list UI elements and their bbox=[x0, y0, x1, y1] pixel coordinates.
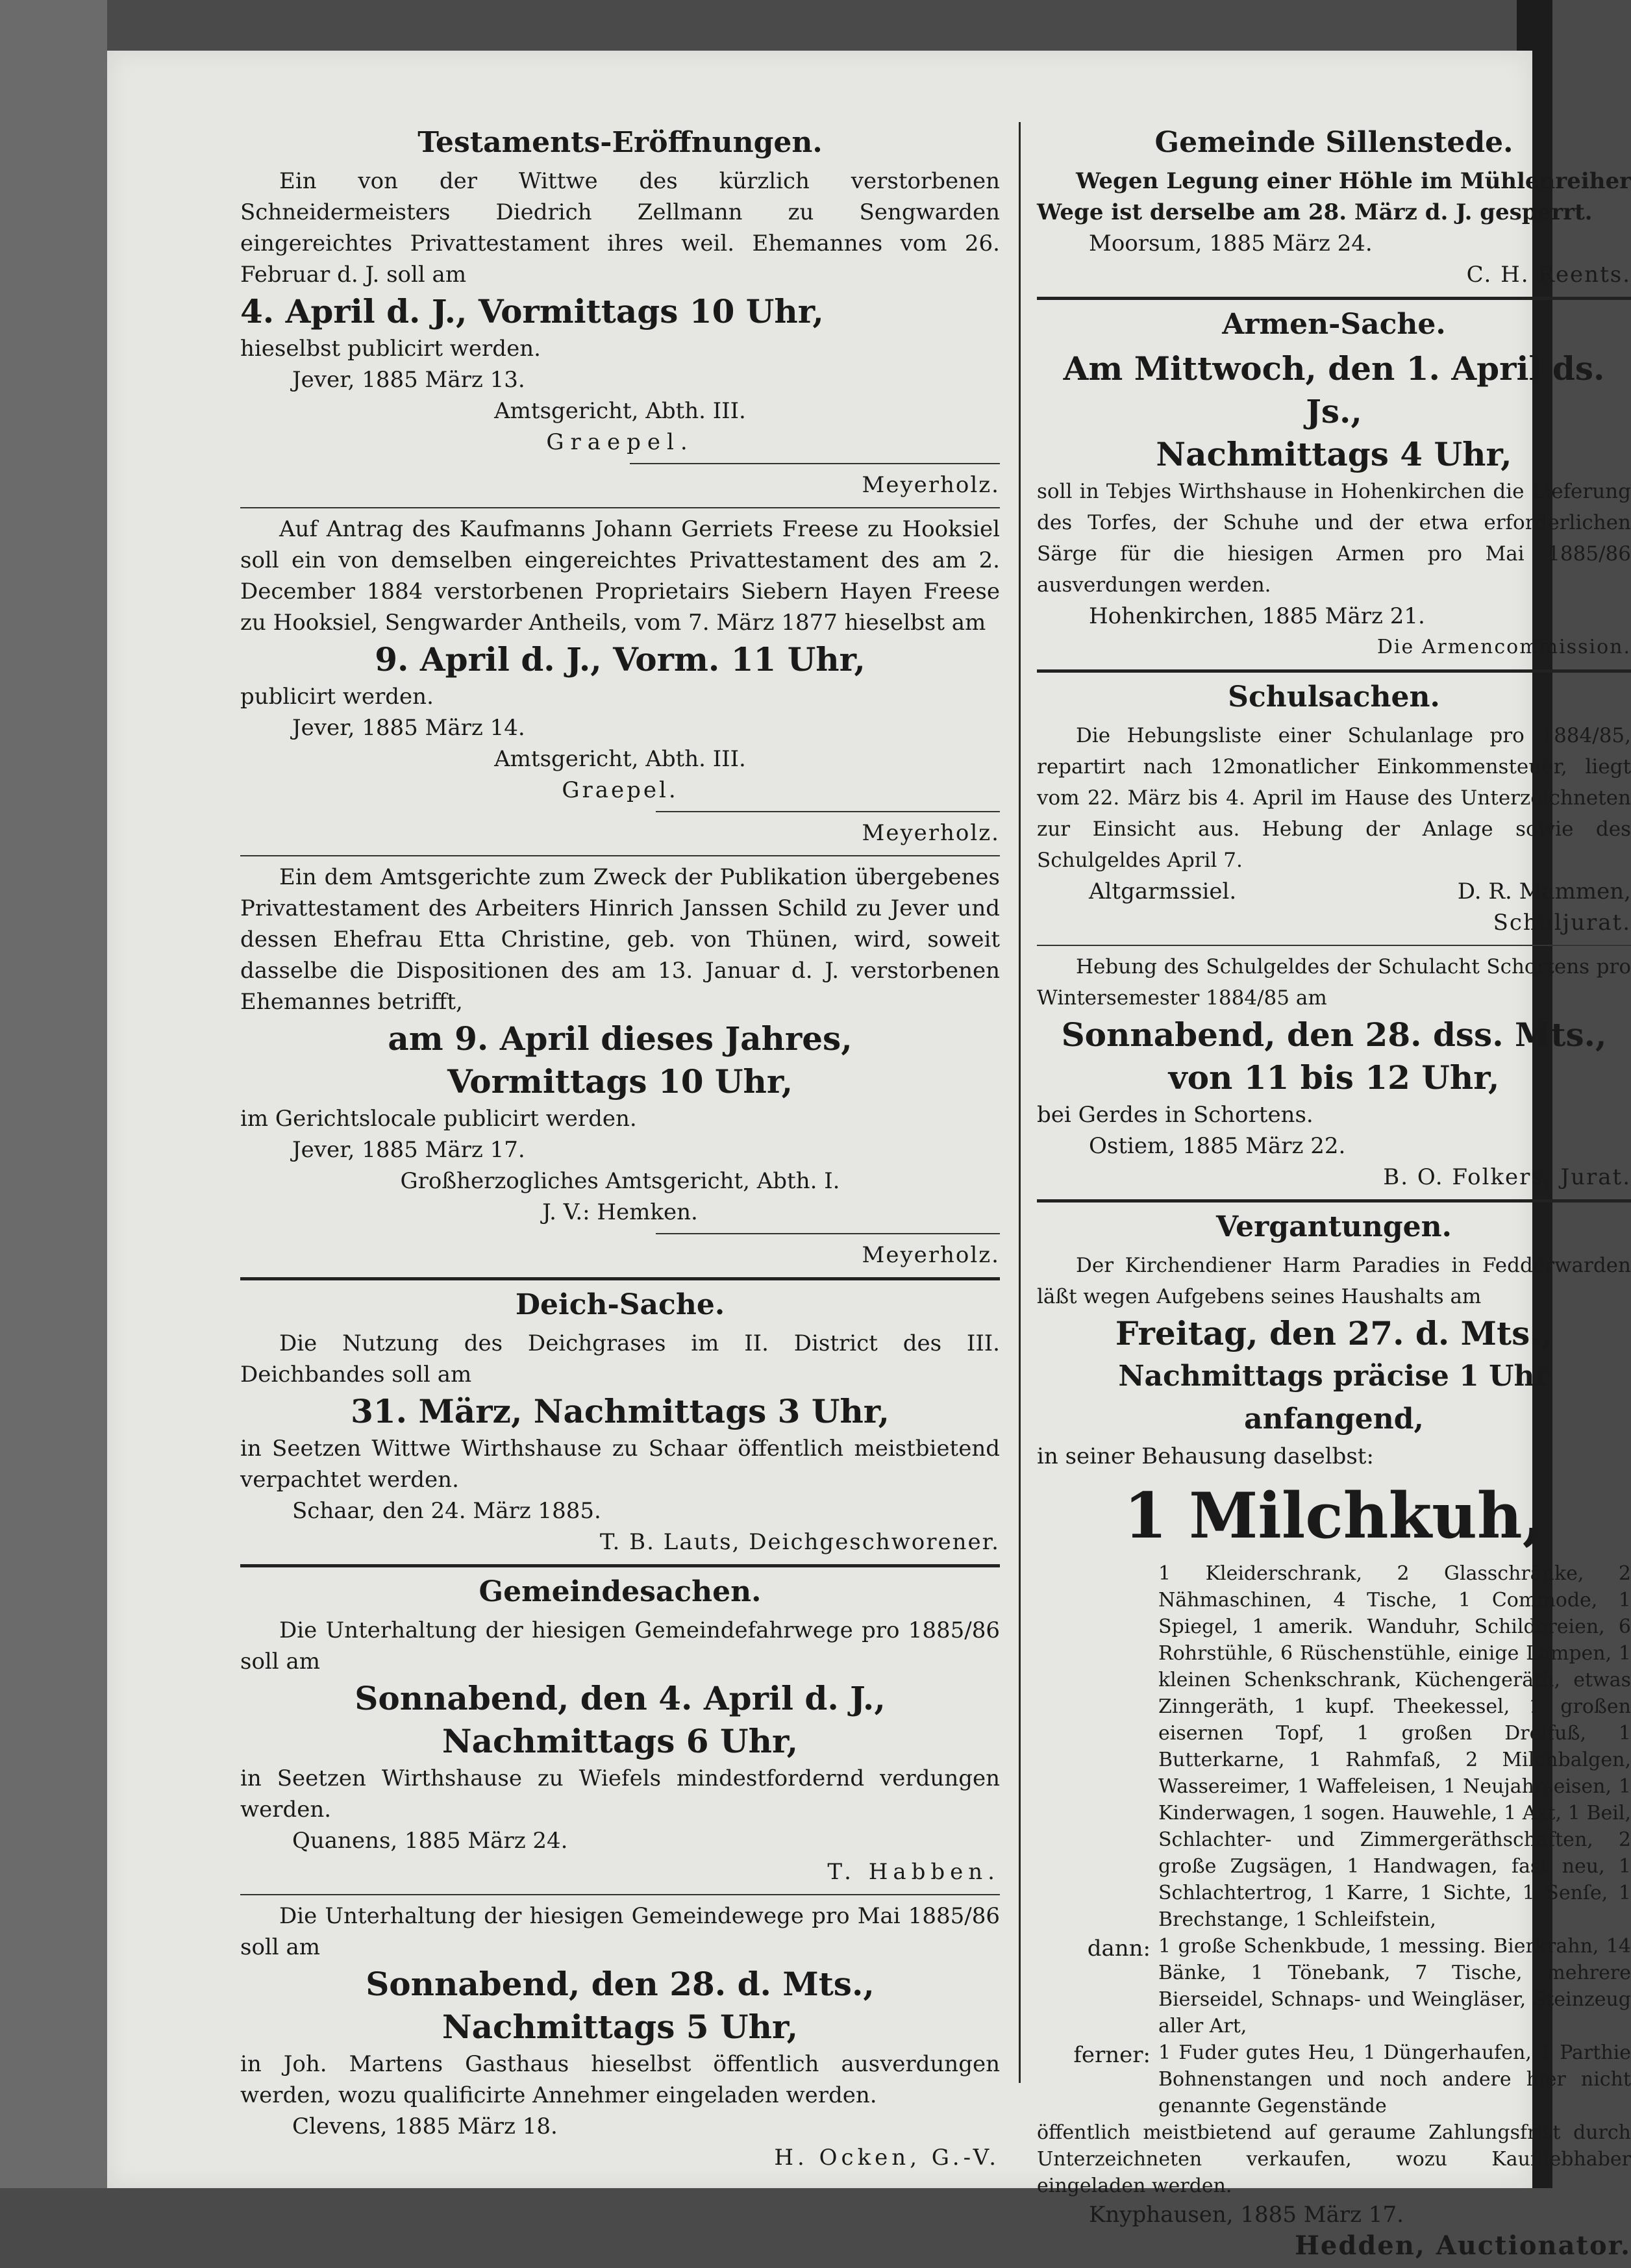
notice-judge: Graepel. bbox=[546, 429, 694, 455]
divider-line bbox=[240, 855, 1000, 856]
notice-date: 9. April d. J., Vorm. 11 Uhr, bbox=[375, 640, 865, 679]
notice-signature: T. B. Lauts, Deichgeschworener. bbox=[599, 1529, 1000, 1555]
notice-clerk: Meyerholz. bbox=[862, 1242, 1000, 1268]
notice-signature: C. H. Reents. bbox=[1466, 262, 1631, 288]
notice-publication: publicirt werden. bbox=[240, 684, 434, 710]
section-divider bbox=[1037, 297, 1631, 300]
notice-publication: hieselbst publicirt werden. bbox=[240, 336, 541, 362]
notice-body-2: in Seetzen Wirthshause zu Wiefels mindestfordernd verdungen werden. bbox=[240, 1765, 1000, 1823]
notice-vergantungen bbox=[1037, 1210, 1631, 2262]
notice-date: Sonnabend, den 28. dss. Mts., bbox=[1061, 1016, 1607, 1054]
notice-time: Vormittags 10 Uhr, bbox=[447, 1062, 793, 1101]
notice-time: Nachmittags präcise 1 Uhr anfangend, bbox=[1118, 1360, 1550, 1436]
notice-testament-freese bbox=[240, 514, 1000, 849]
section-divider bbox=[240, 1277, 1000, 1280]
notice-signature: D. R. Mammen, bbox=[1457, 879, 1631, 904]
section-title-vergantungen: Vergantungen. bbox=[1216, 1210, 1452, 1243]
section-divider bbox=[1037, 1199, 1631, 1203]
notice-body: Ein dem Amtsgerichte zum Zweck der Publikation übergebenes Privattestament des Arbeiters Hinrich Janssen Schild zu Jever und dessen Ehefrau Etta Christine, geb. von Thünen, wird, soweit dasselbe die Dispositionen des am 13. Januar d. J. verstorbenen Ehemannes betrifft, bbox=[240, 864, 1000, 1015]
section-title-sillenstede: Gemeinde Sillenstede. bbox=[1154, 126, 1513, 159]
notice-place-date: Jever, 1885 März 17. bbox=[292, 1137, 525, 1163]
notice-body: soll in Tebjes Wirthshause in Hohenkirchen die Lieferung des Torfes, der Schuhe und der etwa erforderlichen Särge für die hiesigen Armen pro Mai 1885/86 ausverdungen werden. bbox=[1037, 480, 1631, 597]
auction-items-ferner bbox=[1037, 2039, 1631, 2119]
notice-time: Nachmittags 4 Uhr, bbox=[1156, 435, 1512, 473]
section-title-schulsachen: Schulsachen. bbox=[1228, 680, 1440, 714]
auction-items-dann bbox=[1037, 1933, 1631, 2039]
notice-place-date: Knyphausen, 1885 März 17. bbox=[1089, 2202, 1404, 2228]
notice-court: Großherzogliches Amtsgericht, Abth. I. bbox=[400, 1168, 840, 1194]
items-label-empty bbox=[1037, 1560, 1158, 1933]
notice-clerk: Meyerholz. bbox=[862, 472, 1000, 498]
notice-body: Wegen Legung einer Höhle im Mühlenreiher Wege ist derselbe am 28. März d. J. gesperrt. bbox=[1037, 168, 1631, 225]
notice-place: Altgarmssiel. bbox=[1089, 879, 1237, 904]
notice-body: Die Unterhaltung der hiesigen Gemeindefahrwege pro 1885/86 soll am bbox=[240, 1617, 1000, 1675]
notice-armen-sache bbox=[1037, 308, 1631, 663]
notice-judge: J. V.: Hemken. bbox=[542, 1199, 698, 1225]
notice-body-2: bei Gerdes in Schortens. bbox=[1037, 1102, 1314, 1128]
notice-date: Freitag, den 27. d. Mts., bbox=[1115, 1314, 1553, 1352]
notice-body-2: in Joh. Martens Gasthaus hieselbst öffentlich ausverdungen werden, wozu qualificirte Annehmer eingeladen werden. bbox=[240, 2051, 1000, 2108]
notice-deich-sache bbox=[240, 1288, 1000, 1558]
auction-items-text: 1 Kleiderschrank, 2 Glasschränke, 2 Nähmaschinen, 4 Tische, 1 Commode, 1 Spiegel, 1 amerik. Wanduhr, Schildereien, 6 Rohrstühle, 6 Rüschenstühle, einige Lampen, 1 kleinen Schenkschrank, Küchengeräth, etwas Zinngeräth, 1 kupf. Theekessel, 1 großen eisernen Topf, 1 großen Dreifuß, 1 Butterkarne, 1 Rahmfaß, 2 Milchbalgen, Wassereimer, 1 Waffeleisen, 1 Neujahrseisen, 1 Kinderwagen, 1 sogen. Hauwehle, 1 Axt, 1 Beil, Schlachter- und Zimmergeräthschaften, 2 große Zugsägen, 1 Handwagen, fast neu, 1 Schlachtertrog, 1 Karre, 1 Sichte, 1 Senſe, 1 Brechstange, 1 Schleifstein, bbox=[1158, 1562, 1631, 1931]
notice-signature: B. O. Folkers, Jurat. bbox=[1383, 1164, 1631, 1190]
divider-line bbox=[656, 1233, 1000, 1234]
notice-signature: T. Habben. bbox=[827, 1859, 1000, 1885]
notice-date: 31. März, Nachmittags 3 Uhr, bbox=[351, 1392, 890, 1430]
notice-body: Die Nutzung des Deichgrases im II. District des III. Deichbandes soll am bbox=[240, 1330, 1000, 1388]
notice-place-date: Moorsum, 1885 März 24. bbox=[1089, 231, 1373, 256]
scanner-background-left bbox=[0, 0, 107, 2188]
section-title-gemeindesachen: Gemeindesachen. bbox=[479, 1575, 762, 1608]
notice-place-date: Jever, 1885 März 14. bbox=[292, 715, 525, 741]
notice-place-date: Schaar, den 24. März 1885. bbox=[292, 1498, 601, 1524]
column-divider bbox=[1019, 122, 1021, 2083]
notice-gemeindewege bbox=[240, 1900, 1000, 2173]
divider-line bbox=[240, 507, 1000, 508]
auction-items-text: 1 Fuder gutes Heu, 1 Düngerhaufen, 1 Parthie Bohnenstangen und noch andere hier nicht genannte Gegenstände bbox=[1158, 2041, 1631, 2117]
notice-court: Amtsgericht, Abth. III. bbox=[494, 398, 746, 424]
auction-items-text: 1 große Schenkbude, 1 messing. Bierkrahn, 14 Bänke, 1 Tönebank, 7 Tische, mehrere Bierseidel, Schnaps- und Weingläser, Steinzeug aller Art, bbox=[1158, 1935, 1631, 2037]
divider-line bbox=[656, 811, 1000, 812]
notice-body: Auf Antrag des Kaufmanns Johann Gerriets Freese zu Hooksiel soll ein von demselben eingereichtes Privattestament des am 2. December 1884 verstorbenen Proprietairs Siebern Hayen Freese zu Hooksiel, Sengwarder Antheils, vom 7. März 1877 hieselbst am bbox=[240, 516, 1000, 636]
notice-schulsachen bbox=[1037, 680, 1631, 938]
notice-time: von 11 bis 12 Uhr, bbox=[1168, 1058, 1500, 1097]
newspaper-page bbox=[107, 51, 1631, 2261]
notice-gemeindesachen-fahrwege bbox=[240, 1575, 1000, 1888]
notice-date: am 9. April dieses Jahres, bbox=[388, 1019, 853, 1058]
divider-line bbox=[630, 463, 1000, 464]
notice-date: 4. April d. J., Vormittags 10 Uhr, bbox=[240, 292, 824, 330]
right-column bbox=[1037, 122, 1631, 2268]
auction-items-main bbox=[1037, 1560, 1631, 1933]
left-column bbox=[240, 122, 1000, 2180]
notice-court: Amtsgericht, Abth. III. bbox=[494, 746, 746, 772]
section-divider bbox=[240, 1564, 1000, 1567]
notice-testament-schild bbox=[240, 862, 1000, 1271]
notice-time: Nachmittags 6 Uhr, bbox=[442, 1722, 799, 1760]
notice-date: Sonnabend, den 4. April d. J., bbox=[355, 1679, 886, 1717]
notice-testament-zellmann bbox=[240, 126, 1000, 501]
notice-body-2: in seiner Behausung daselbst: bbox=[1037, 1443, 1374, 1469]
divider-line bbox=[240, 1894, 1000, 1895]
section-title-deich: Deich-Sache. bbox=[515, 1288, 725, 1321]
notice-signature: Die Armencommission. bbox=[1376, 636, 1631, 658]
auction-headline: 1 Milchkuh, bbox=[1123, 1479, 1545, 1552]
notice-body: Der Kirchendiener Harm Paradies in Fedderwarden läßt wegen Aufgebens seines Haushalts am bbox=[1037, 1254, 1631, 1308]
notice-gemeinde-sillenstede bbox=[1037, 126, 1631, 290]
notice-judge: Graepel. bbox=[562, 777, 679, 803]
notice-body: Die Hebungsliste einer Schulanlage pro 1884/85, repartirt nach 12monatlicher Einkommensteuer, liegt vom 22. März bis 4. April im Hause des Unterzeichneten zur Einsicht aus. Hebung der Anlage sowie des Schulgeldes April 7. bbox=[1037, 724, 1631, 872]
section-title-armen: Armen-Sache. bbox=[1222, 308, 1446, 341]
notice-signature-title: Schuljurat. bbox=[1493, 910, 1631, 936]
notice-body: Hebung des Schulgeldes der Schulacht Schortens pro Wintersemester 1884/85 am bbox=[1037, 955, 1631, 1010]
items-label-dann: dann: bbox=[1087, 1936, 1151, 1962]
notice-clerk: Meyerholz. bbox=[862, 820, 1000, 846]
notice-signature: Hedden, Auctionator. bbox=[1295, 2230, 1631, 2261]
notice-body-3: öffentlich meistbietend auf geraume Zahlungsfrist durch Unterzeichneten verkaufen, wozu Kaufliebhaber eingeladen werden. bbox=[1037, 2121, 1631, 2197]
notice-body-2: in Seetzen Wittwe Wirthshause zu Schaar öffentlich meistbietend verpachtet werden. bbox=[240, 1436, 1000, 1493]
notice-place-date: Clevens, 1885 März 18. bbox=[292, 2113, 558, 2139]
notice-place-date: Hohenkirchen, 1885 März 21. bbox=[1089, 603, 1425, 629]
notice-body: Die Unterhaltung der hiesigen Gemeindewege pro Mai 1885/86 soll am bbox=[240, 1903, 1000, 1960]
notice-signature: H. Ocken, G.-V. bbox=[774, 2145, 1000, 2171]
notice-date: Sonnabend, den 28. d. Mts., bbox=[366, 1965, 875, 2003]
notice-time: Nachmittags 5 Uhr, bbox=[442, 2008, 799, 2046]
notice-body: Ein von der Wittwe des kürzlich verstorbenen Schneidermeisters Diedrich Zellmann zu Sengwarden eingereichtes Privattestament ihres weil. Ehemannes vom 26. Februar d. J. soll am bbox=[240, 168, 1000, 288]
notice-place-date: Ostiem, 1885 März 22. bbox=[1089, 1133, 1346, 1159]
divider-line bbox=[1037, 945, 1631, 946]
notice-schulgeld-schortens bbox=[1037, 951, 1631, 1193]
notice-publication: im Gerichtslocale publicirt werden. bbox=[240, 1106, 637, 1132]
section-title-testaments: Testaments-Eröffnungen. bbox=[417, 126, 823, 159]
notice-place-date: Quanens, 1885 März 24. bbox=[292, 1828, 568, 1854]
items-label-ferner: ferner: bbox=[1073, 2042, 1151, 2068]
notice-date: Am Mittwoch, den 1. April ds. Js., bbox=[1063, 349, 1605, 430]
notice-signature-row bbox=[1037, 876, 1631, 907]
section-divider bbox=[1037, 669, 1631, 673]
notice-place-date: Jever, 1885 März 13. bbox=[292, 367, 525, 393]
